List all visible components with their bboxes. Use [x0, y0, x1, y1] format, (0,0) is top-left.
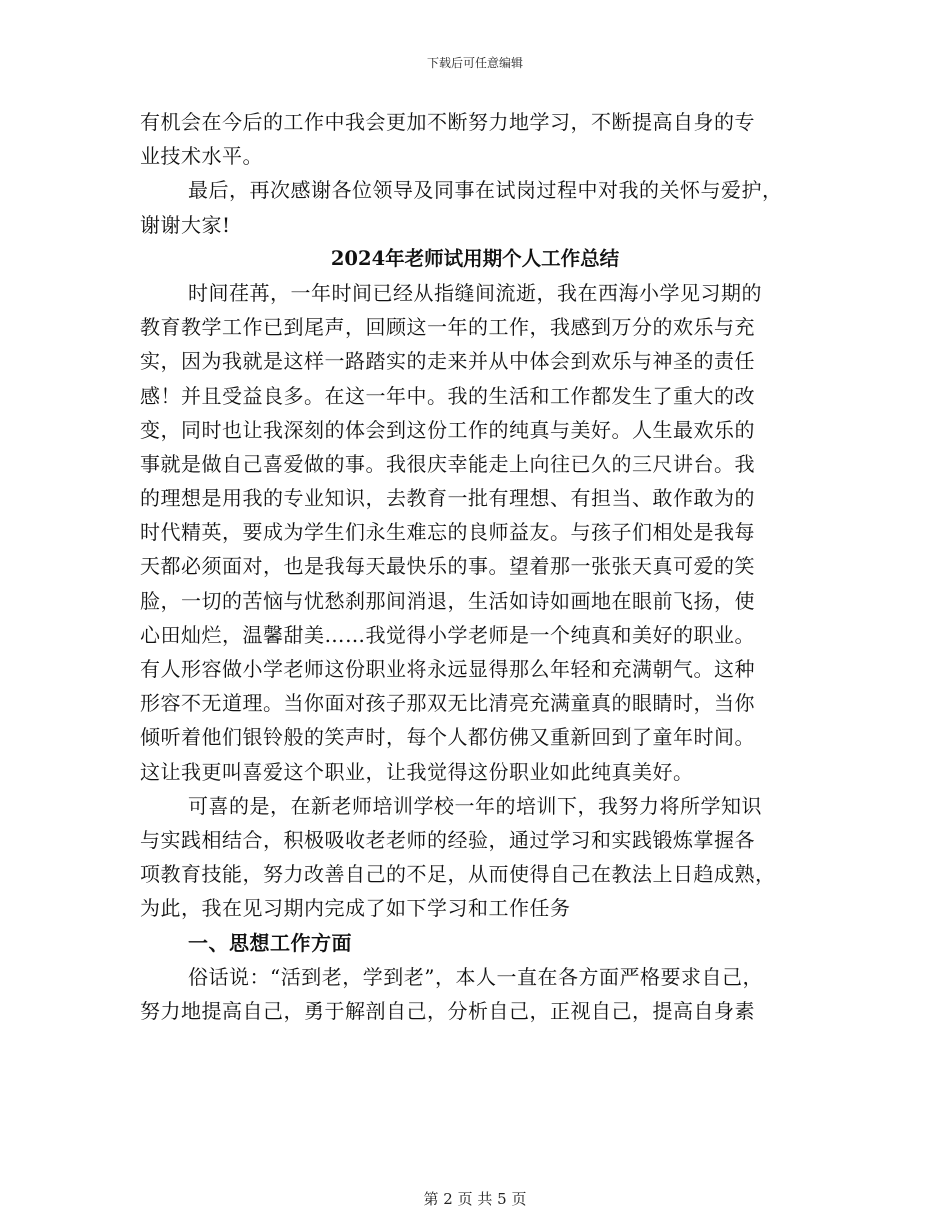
text-line: 最后，再次感谢各位领导及同事在试岗过程中对我的关怀与爱护， [188, 178, 783, 203]
text-line: 业技术水平。 [140, 144, 263, 169]
text-line: 脸，一切的苦恼与忧愁刹那间消退，生活如诗如画地在眼前飞扬，使 [140, 588, 755, 613]
text-line: 的理想是用我的专业知识，去教育一批有理想、有担当、敢作敢为的 [140, 486, 755, 511]
text-line: 与实践相结合，积极吸收老老师的经验，通过学习和实践锻炼掌握各 [140, 827, 755, 852]
text-line: 努力地提高自己，勇于解剖自己，分析自己，正视自己，提高自身素 [140, 998, 755, 1023]
text-line: 教育教学工作已到尾声，回顾这一年的工作，我感到万分的欢乐与充 [140, 315, 755, 340]
text-line: 天都必须面对，也是我每天最快乐的事。望着那一张张天真可爱的笑 [140, 554, 755, 579]
text-line: 为此，我在见习期内完成了如下学习和工作任务 [140, 896, 571, 921]
text-line: 俗话说：“活到老，学到老”，本人一直在各方面严格要求自己， [188, 964, 763, 989]
text-line: 心田灿烂，温馨甜美……我觉得小学老师是一个纯真和美好的职业。 [140, 622, 755, 647]
page-number: 第 2 页 共 5 页 [423, 1190, 527, 1208]
text-line: 时间荏苒，一年时间已经从指缝间流逝，我在西海小学见习期的 [188, 280, 762, 305]
text-line: 实，因为我就是这样一路踏实的走来并从中体会到欢乐与神圣的责任 [140, 349, 755, 374]
text-line: 这让我更叫喜爱这个职业，让我觉得这份职业如此纯真美好。 [140, 759, 694, 784]
document-body [140, 105, 810, 1028]
text-line: 变，同时也让我深刻的体会到这份工作的纯真与美好。人生最欢乐的 [140, 417, 755, 442]
text-line: 可喜的是，在新老师培训学校一年的培训下，我努力将所学知识 [188, 793, 762, 818]
text-line: 倾听着他们银铃般的笑声时，每个人都仿佛又重新回到了童年时间。 [140, 725, 755, 750]
text-line: 项教育技能，努力改善自己的不足，从而使得自己在教法上日趋成熟， [140, 862, 776, 887]
text-line: 时代精英，要成为学生们永生难忘的良师益友。与孩子们相处是我每 [140, 520, 755, 545]
header-note: 下载后可任意编辑 [426, 56, 523, 70]
section-title: 2024年老师试用期个人工作总结 [330, 246, 620, 270]
subsection-heading: 一、思想工作方面 [188, 930, 352, 955]
text-line: 形容不无道理。当你面对孩子那双无比清亮充满童真的眼睛时，当你 [140, 691, 755, 716]
text-line: 有机会在今后的工作中我会更加不断努力地学习，不断提高自身的专 [140, 110, 755, 134]
text-line: 感！并且受益良多。在这一年中。我的生活和工作都发生了重大的改 [140, 383, 755, 408]
text-line: 谢谢大家! [140, 212, 231, 237]
text-line: 有人形容做小学老师这份职业将永远显得那么年轻和充满朝气。这种 [140, 657, 755, 681]
text-line: 事就是做自己喜爱做的事。我很庆幸能走上向往已久的三尺讲台。我 [140, 451, 755, 476]
